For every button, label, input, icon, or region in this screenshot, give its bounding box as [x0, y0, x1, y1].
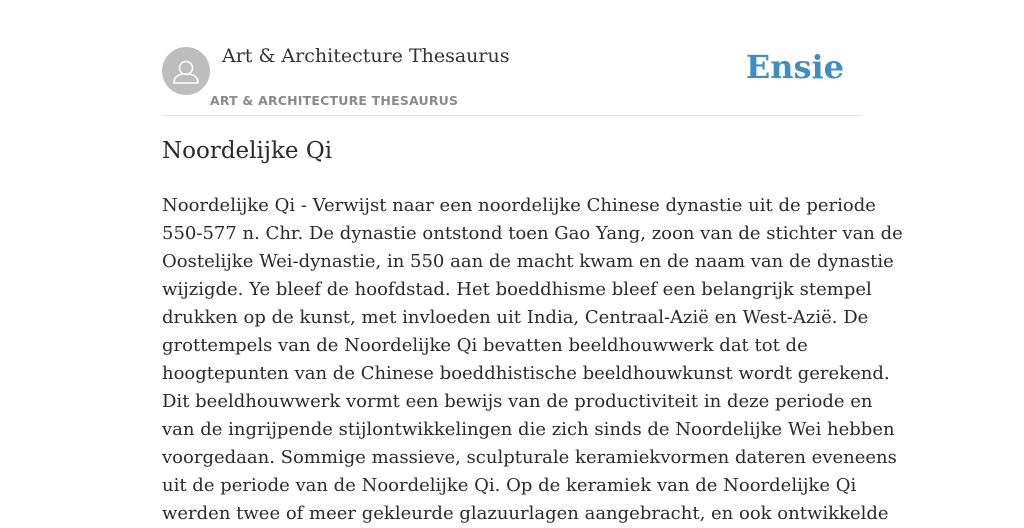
body-line: voorgedaan. Sommige massieve, sculpturale keramiekvormen dateren eveneens: [162, 447, 897, 468]
body-line: Noordelijke Qi - Verwijst naar een noordelijke Chinese dynastie uit de periode: [162, 195, 876, 216]
avatar[interactable]: [162, 47, 210, 95]
body-line: werden twee of meer gekleurde glazuurlagen aangebracht, en ook ontwikkelde: [162, 503, 889, 524]
body-line: 550-577 n. Chr. De dynastie ontstond toen Gao Yang, zoon van de stichter van de: [162, 223, 903, 244]
body-line: Dit beeldhouwwerk vormt een bewijs van de productiviteit in deze periode en: [162, 391, 873, 412]
page-title: Noordelijke Qi: [162, 138, 333, 164]
body-line: wijzigde. Ye bleef de hoofdstad. Het boeddhisme bleef een belangrijk stempel: [162, 279, 872, 300]
body-line: uit de periode van de Noordelijke Qi. Op de keramiek van de Noordelijke Qi: [162, 475, 857, 496]
body-line: hoogtepunten van de Chinese boeddhistische beeldhouwkunst wordt gerekend.: [162, 363, 890, 384]
brand-logo[interactable]: Ensie: [745, 48, 844, 86]
article-body: [162, 192, 903, 528]
body-line: grottempels van de Noordelijke Qi bevatten beeldhouwwerk dat tot de: [162, 335, 808, 356]
body-line: van de ingrijpende stijlontwikkelingen die zich sinds de Noordelijke Wei hebben: [162, 419, 895, 440]
body-line: Oostelijke Wei-dynastie, in 550 aan de macht kwam en de naam van de dynastie: [162, 251, 894, 272]
author-caption: ART & ARCHITECTURE THESAURUS: [210, 93, 459, 108]
author-name[interactable]: Art & Architecture Thesaurus: [222, 45, 510, 67]
user-icon: [162, 47, 210, 95]
body-line: drukken op de kunst, met invloeden uit India, Centraal-Azië en West-Azië. De: [162, 307, 869, 328]
author-header: [162, 0, 862, 116]
